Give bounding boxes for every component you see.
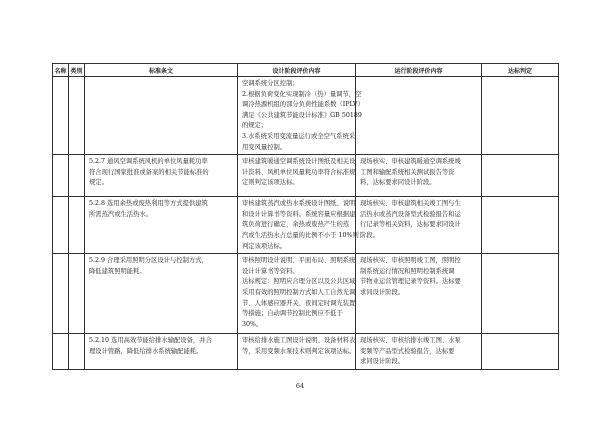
name-cell bbox=[53, 77, 69, 155]
text-line: 设计计算书等资料。 bbox=[242, 267, 299, 275]
design-eval-cell bbox=[238, 197, 359, 254]
text-line: 现场核实、审核建筑暖通空调系统竣 bbox=[360, 158, 461, 166]
text-line: 判定该项达标。 bbox=[242, 242, 287, 250]
header-design-eval: 设计阶段评价内容 bbox=[238, 64, 356, 77]
header-clause: 标准条文 bbox=[85, 64, 238, 77]
text-line: 5.2.8 选用余热或废热利用等方式提供建筑 bbox=[89, 200, 208, 208]
page-number: 64 bbox=[295, 382, 305, 390]
category-cell bbox=[69, 77, 85, 155]
operation-eval-cell bbox=[356, 197, 482, 254]
table-row bbox=[53, 334, 559, 370]
name-cell bbox=[53, 254, 69, 334]
text-line: 规定。 bbox=[89, 179, 108, 187]
text-line: 2.根据负荷变化实现制冷（热）量调节，空 bbox=[242, 90, 362, 98]
header-operation-eval: 运行阶段评价内容 bbox=[356, 64, 482, 77]
header-category: 类别 bbox=[69, 64, 85, 77]
text-line: 制系统运行情况和照明控制系统调 bbox=[360, 267, 455, 275]
judgement-cell bbox=[482, 334, 559, 370]
category-cell bbox=[69, 155, 85, 197]
category-cell bbox=[69, 254, 85, 334]
operation-eval-cell bbox=[356, 77, 482, 155]
design-eval-cell-text bbox=[238, 197, 359, 253]
clause-cell-text bbox=[85, 334, 237, 358]
text-line: 5.2.9 合理采用照明分区设计与控制方式， bbox=[89, 257, 208, 265]
clause-cell-text bbox=[85, 155, 237, 190]
operation-eval-cell-text bbox=[356, 197, 481, 242]
clause-cell bbox=[85, 254, 238, 334]
text-line: 30%。 bbox=[242, 320, 263, 328]
text-line: 活热水或蒸汽设备型式检验报告和运 bbox=[360, 210, 461, 218]
design-eval-cell-text bbox=[238, 77, 364, 154]
text-line: 审核建筑蒸汽或热水系统设计图纸、说明 bbox=[242, 200, 356, 208]
operation-eval-cell bbox=[356, 334, 482, 370]
operation-eval-cell bbox=[356, 254, 482, 334]
text-line: 料，达标要求同设计阶段。 bbox=[360, 179, 436, 187]
text-line: 5.2.7 通风空调系统风机的单位风量耗功率 bbox=[89, 158, 208, 166]
table-row bbox=[53, 155, 559, 197]
text-line: 用变风量控制。 bbox=[242, 143, 287, 151]
text-line: 审核给排水施工图设计说明、设备材料表 bbox=[242, 337, 356, 345]
judgement-cell bbox=[482, 77, 559, 155]
text-line: 审核建筑暖通空调系统设计图纸及相关设 bbox=[242, 158, 356, 166]
clause-cell-text bbox=[85, 77, 237, 80]
clause-cell-text bbox=[85, 254, 237, 278]
text-line: 和设计计算书等资料。系统容量应根据建 bbox=[242, 210, 356, 218]
text-line: 计资料、风机单位风量耗功率符合标准规 bbox=[242, 168, 356, 176]
text-line: 节、人体感应器开关、夜间定时调光装置 bbox=[242, 299, 356, 307]
text-line: 降低建筑照明能耗。 bbox=[89, 267, 146, 275]
operation-eval-cell-text bbox=[356, 254, 481, 299]
table-header-row bbox=[53, 64, 559, 77]
name-cell bbox=[53, 197, 69, 254]
table-row bbox=[53, 254, 559, 334]
design-eval-cell bbox=[238, 77, 364, 155]
design-eval-cell-text bbox=[238, 155, 355, 190]
clause-cell bbox=[85, 77, 238, 155]
text-line: 现场核实、审核照明竣工图，照明控 bbox=[360, 257, 461, 265]
text-line: 阶段。 bbox=[360, 231, 379, 239]
operation-eval-cell-text bbox=[356, 155, 481, 190]
header-judgement: 达标判定 bbox=[482, 64, 559, 77]
design-eval-cell bbox=[238, 155, 356, 197]
text-line: 求同设计阶段。 bbox=[360, 358, 405, 366]
text-line: 的规定； bbox=[242, 122, 268, 130]
text-line: 汽或生活热水占总量的比例不小于 10%则 bbox=[242, 231, 359, 239]
design-eval-cell bbox=[238, 334, 356, 370]
name-cell bbox=[53, 334, 69, 370]
design-eval-cell-text bbox=[238, 254, 355, 331]
table-row bbox=[53, 77, 559, 155]
operation-eval-cell-text bbox=[356, 77, 481, 80]
judgement-cell bbox=[482, 155, 559, 197]
text-line: 节物业运营管理记录等资料。达标要 bbox=[360, 278, 461, 286]
text-line: 空调系统分区控制； bbox=[242, 80, 299, 87]
text-line: 求同设计阶段。 bbox=[360, 288, 405, 296]
text-line: 现场核实、审核给排水竣工图、水泵 bbox=[360, 337, 461, 345]
text-line: 行记录等相关资料，达标要求同设计 bbox=[360, 221, 461, 229]
clause-cell bbox=[85, 334, 238, 370]
text-line: 定则判定该项达标。 bbox=[242, 179, 299, 187]
category-cell bbox=[69, 197, 85, 254]
text-line: 审核照明设计说明、平面布局、照明系统 bbox=[242, 257, 356, 265]
judgement-cell bbox=[482, 254, 559, 334]
text-line: 3.水系统采用变流量运行或全空气系统采 bbox=[242, 132, 356, 140]
design-eval-cell bbox=[238, 254, 356, 334]
text-line: 符合现行国家批准或备案的相关节能标准的 bbox=[89, 168, 209, 176]
text-line: 等措施；自动调节控制比例应不低于 bbox=[242, 310, 343, 318]
standard-table bbox=[52, 63, 559, 370]
text-line: 变频等产品型式检验报告，达标要 bbox=[360, 347, 455, 355]
header-name: 名称 bbox=[53, 64, 69, 77]
text-line: 达标规定：照明应合理分区以及公共区域 bbox=[242, 278, 356, 286]
text-line: 满足《公共建筑节能设计标准》GB 50189 bbox=[242, 111, 362, 119]
clause-cell-text bbox=[85, 197, 237, 221]
operation-eval-cell-text bbox=[356, 334, 481, 369]
design-eval-cell-text bbox=[238, 334, 355, 358]
text-line: 所需蒸汽或生活热水。 bbox=[89, 210, 152, 218]
category-cell bbox=[69, 334, 85, 370]
clause-cell bbox=[85, 155, 238, 197]
text-line: 工图和输配系统相关测试报告等资 bbox=[360, 168, 455, 176]
text-line: 理设计管路，降低给排水系统输配能耗。 bbox=[89, 347, 203, 355]
text-line: 采用有效的照明控制方式如人工自然光调 bbox=[242, 288, 356, 296]
text-line: 调冷热源机组的部分负荷性能系数（IPLV） bbox=[242, 101, 364, 109]
text-line: 现场核实、审核建筑相关竣工图与生 bbox=[360, 200, 461, 208]
text-line: 筑负荷进行确定，余热或废热产生的蒸 bbox=[242, 221, 350, 229]
operation-eval-cell bbox=[356, 155, 482, 197]
judgement-cell bbox=[482, 197, 559, 254]
text-line: 等，采用变频水泵技术则判定该项达标。 bbox=[242, 347, 356, 355]
table-row bbox=[53, 197, 559, 254]
clause-cell bbox=[85, 197, 238, 254]
text-line: 5.2.10 选用高效节能给排水输配设备，并合 bbox=[89, 337, 212, 345]
name-cell bbox=[53, 155, 69, 197]
